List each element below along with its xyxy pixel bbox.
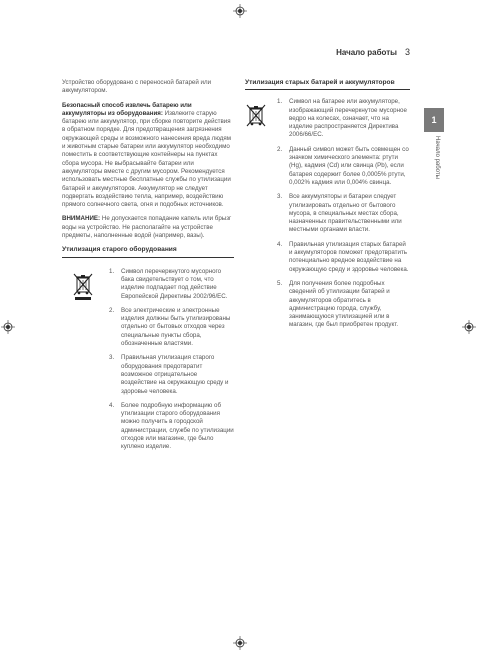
- old-equipment-section: [62, 268, 234, 452]
- battery-removal-text: Извлеките старую батарею или аккумулятор, при сборке повторите действия в обратном порядке. Для предотвращения загрязнения окружающей среды и возможного нанесения вреда людям и животным старые батареи или аккумулятор необходимо поместить в соответствующие контейнеры на пунктах сбора мусора. Не выбрасывайте батареи или аккумуляторы вместе с другим мусором. Рекомендуется использовать местные бесплатные службы по утилизации батарей и аккумуляторов. Аккумулятор не следует подвергать воздействию тепла, например, воздействию прямого солнечного света, огня и подобных источников.: [62, 109, 231, 209]
- header-title: Начало работы: [336, 48, 397, 57]
- warning-text: Не допускается попадание капель или брызг воды на устройство. Не располагайте на устройстве предметы, наполненные водой (например, вазы).: [62, 215, 232, 240]
- list-item: 2. Данный символ может быть совмещен со значком химического элемента: ртути (Hg), кадмия (Cd) или свинца (Pb), если батарея содержит более 0,0005% ртути, 0,002% кадмия или 0,004% свинца.: [277, 145, 409, 186]
- list-item: 3. Все аккумуляторы и батареи следует утилизировать отдельно от бытового мусора, в специальных местах сбора, назначенных правительственными или местными органами власти.: [277, 193, 402, 234]
- chapter-tab: 1: [424, 108, 444, 132]
- registration-mark-icon: [233, 636, 247, 650]
- old-batteries-title: Утилизация старых батарей и аккумуляторов: [245, 79, 410, 90]
- page-number: 3: [404, 47, 410, 57]
- old-equipment-title: Утилизация старого оборудования: [62, 246, 234, 257]
- battery-removal-paragraph: [62, 102, 234, 210]
- crossed-bin-icon: [72, 272, 94, 302]
- registration-mark-icon: [1, 320, 15, 334]
- battery-removal-heading: Безопасный способ извлечь батарею или аккумуляторы из оборудования:: [62, 101, 192, 117]
- list-item: 1. Символ перечеркнутого мусорного бака свидетельствует о том, что изделие подпадает под действие Европейской Директивы 2002/96/EC.: [109, 267, 228, 300]
- battery-intro-paragraph: Устройство оборудовано с переносной батарей или аккумулятором.: [62, 79, 212, 95]
- list-item: 2. Все электрические и электронные изделия должны быть утилизированы отдельно от бытовых отходов через специальные пункты сбора, обозначенные властями.: [109, 306, 231, 348]
- warning-label: ВНИМАНИЕ:: [62, 215, 101, 223]
- warning-paragraph: [62, 215, 234, 240]
- old-equipment-list: [109, 268, 234, 452]
- chapter-tab-label: Начало работы: [434, 136, 440, 179]
- registration-mark-icon: [233, 4, 247, 18]
- list-item: 4. Правильная утилизация старых батарей и аккумуляторов поможет предотвратить потенциально вредное воздействие на окружающую среду и здоровье человека.: [277, 240, 409, 273]
- registration-mark-icon: [462, 320, 476, 334]
- list-item: 1. Символ на батарее или аккумуляторе, изображающий перечеркнутое мусорное ведро на колесах, означает, что на изделие распространяется Директива 2006/66/EC.: [277, 98, 407, 139]
- page-header: [336, 47, 410, 57]
- right-column: [245, 79, 410, 336]
- list-item: 4. Более подробную информацию об утилизации старого оборудования можно получить в городской администрации, службе по утилизации отходов или магазине, где было куплено изделие.: [109, 401, 234, 451]
- list-item: 3. Правильная утилизация старого оборудования предотвратит возможное отрицательное воздействие на окружающую среду и здоровье человека.: [109, 354, 229, 395]
- crossed-bin-icon: [245, 102, 267, 132]
- old-batteries-list: [277, 98, 410, 329]
- list-item: 5. Для получения более подробных сведений об утилизации батарей и аккумуляторов обратитесь в администрацию города, службу, занимающуюся утилизацией или в магазин, где был приобретен продукт.: [277, 279, 399, 329]
- old-batteries-section: [245, 98, 410, 329]
- left-column: [62, 79, 234, 458]
